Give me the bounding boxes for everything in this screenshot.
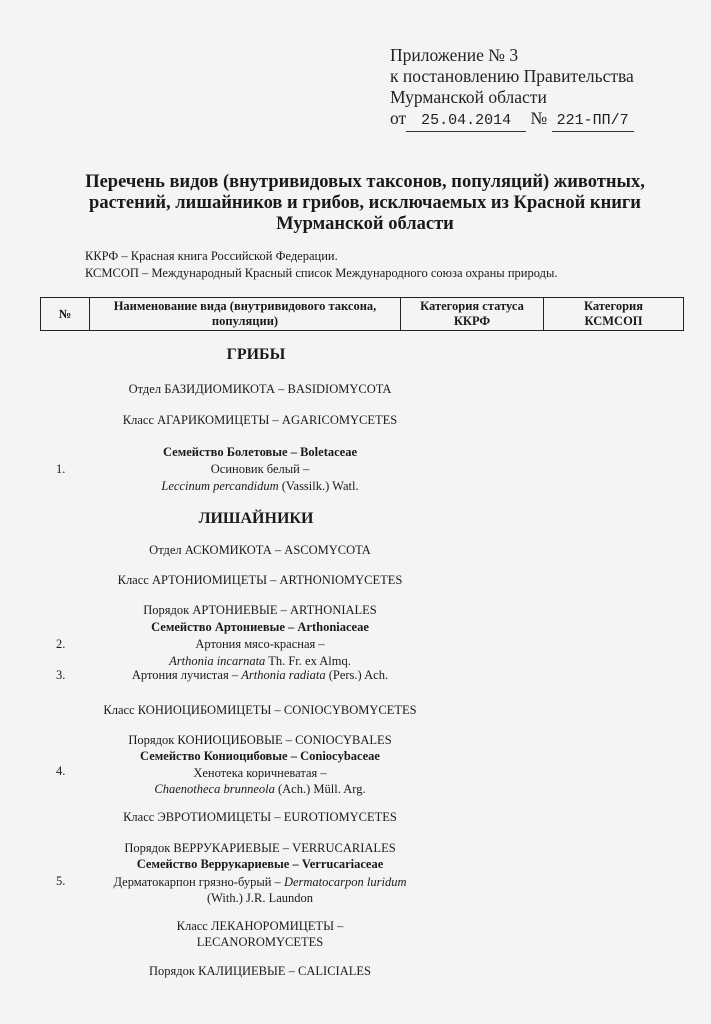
document-title [40,172,690,235]
appendix-date-line [390,108,634,132]
title-line: Мурманской области [276,214,454,234]
title-line: растений, лишайников и грибов, исключаемых из Красной книги [89,193,641,213]
order-verrucariales: Порядок ВЕРРУКАРИЕВЫЕ – VERRUCARIALES [124,841,396,855]
class-lecanoromycetes-line2: LECANOROMYCETES [196,935,324,949]
order-coniocybales: Порядок КОНИОЦИБОВЫЕ – CONIOCYBALES [128,733,392,747]
title-line: Перечень видов (внутривидовых таксонов, популяций) животных, [85,172,645,192]
appendix-block [390,45,634,132]
abbr-kkrf: ККРФ – Красная книга Российской Федерации. [85,249,338,263]
order-caliciales: Порядок КАЛИЦИЕВЫЕ – CALICIALES [149,964,371,978]
species-number: 5. [56,874,66,888]
species-name-ru: Осиновик белый – [210,462,310,476]
col-number: № [41,298,90,331]
species-author: (With.) J.R. Laundon [206,891,314,905]
class-lecanoromycetes-line1: Класс ЛЕКАНОРОМИЦЕТЫ – [176,919,344,933]
species-name: Артония лучистая – Arthonia radiata (Pers.) Ach. [131,668,389,682]
species-name-lat: Chaenotheca brunneola (Ach.) Müll. Arg. [154,782,366,796]
section-heading-fungi: ГРИБЫ [226,346,286,363]
species-name-ru: Хенотека коричневатая – [193,766,327,780]
class-coniocybomycetes: Класс КОНИОЦИБОМИЦЕТЫ – CONIOCYBOMYCETES [103,703,417,717]
family-arthoniaceae: Семейство Артониевые – Arthoniaceae [151,620,369,634]
appendix-decree: к постановлению Правительства [390,66,634,86]
species-number: 3. [56,668,66,682]
class-eurotiomycetes: Класс ЭВРОТИОМИЦЕТЫ – EUROTIOMYCETES [123,810,397,824]
division-ascomycota: Отдел АСКОМИКОТА – ASCOMYCOTA [149,543,371,557]
order-arthoniales: Порядок АРТОНИЕВЫЕ – ARTHONIALES [143,603,377,617]
family-verrucariaceae: Семейство Веррукариевые – Verrucariaceae [136,857,384,871]
number-label: № [530,108,548,128]
section-heading-lichens: ЛИШАЙНИКИ [198,510,314,527]
appendix-region: Мурманской области [390,87,547,107]
abbreviations [85,248,557,282]
from-label: от [390,108,407,128]
decree-date: 25.04.2014 [406,110,526,132]
family-boletaceae: Семейство Болетовые – Boletaceae [162,445,358,459]
species-number: 1. [56,462,66,476]
table-header [40,297,684,331]
species-name: Дерматокарпон грязно-бурый – Dermatocarpon luridum [113,875,407,889]
decree-number: 221-ПП/7 [552,110,634,132]
class-agaricomycetes: Класс АГАРИКОМИЦЕТЫ – AGARICOMYCETES [122,413,398,427]
appendix-title: Приложение № 3 [390,45,519,65]
species-name-ru: Артония мясо-красная – [195,637,325,651]
family-coniocybaceae: Семейство Кониоцибовые – Coniocybaceae [140,749,380,763]
species-name-lat: Arthonia incarnata Th. Fr. ex Almq. [169,654,351,668]
species-number: 2. [56,637,66,651]
species-name-lat: Leccinum percandidum (Vassilk.) Watl. [161,479,359,493]
division-basidiomycota: Отдел БАЗИДИОМИКОТА – BASIDIOMYCOTA [128,382,392,396]
abbr-ksmsop: КСМСОП – Международный Красный список Международного союза охраны природы. [85,266,558,280]
col-kkrf: Категория статуса ККРФ [401,298,544,331]
col-name: Наименование вида (внутривидового таксона, популяции) [90,298,401,331]
species-number: 4. [56,764,66,778]
col-ksmsop: Категория КСМСОП [544,298,684,331]
class-arthoniomycetes: Класс АРТОНИОМИЦЕТЫ – ARTHONIOMYCETES [117,573,403,587]
